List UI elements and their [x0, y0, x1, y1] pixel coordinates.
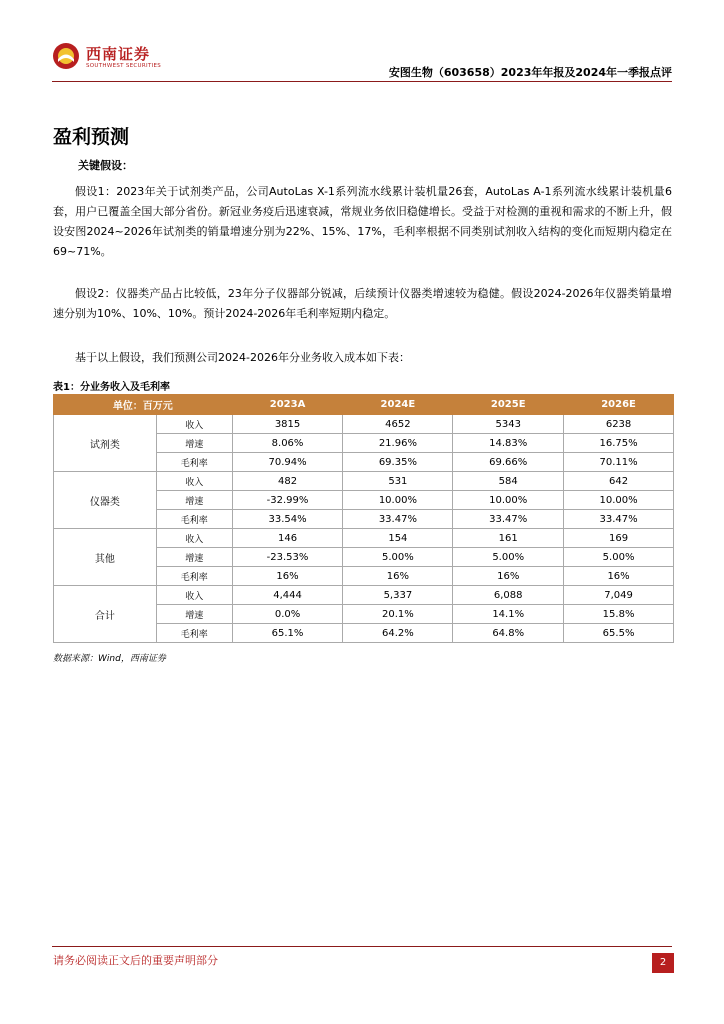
value-cell: 531 — [343, 472, 453, 491]
value-cell: 584 — [453, 472, 564, 491]
metric-cell: 增速 — [156, 548, 232, 567]
category-cell: 合计 — [54, 586, 157, 643]
unit-header: 单位：百万元 — [54, 395, 233, 415]
value-cell: 65.5% — [564, 624, 674, 643]
value-cell: 33.47% — [564, 510, 674, 529]
logo-emblem-icon — [52, 42, 80, 70]
metric-cell: 毛利率 — [156, 567, 232, 586]
year-header: 2025E — [453, 395, 564, 415]
value-cell: 642 — [564, 472, 674, 491]
value-cell: 64.2% — [343, 624, 453, 643]
value-cell: 5.00% — [343, 548, 453, 567]
metric-cell: 增速 — [156, 434, 232, 453]
table-row — [54, 586, 674, 605]
value-cell: 64.8% — [453, 624, 564, 643]
value-cell: 10.00% — [564, 491, 674, 510]
value-cell: 14.83% — [453, 434, 564, 453]
value-cell: 169 — [564, 529, 674, 548]
value-cell: 16% — [564, 567, 674, 586]
logo-english-name: SOUTHWEST SECURITIES — [86, 63, 162, 69]
header-divider — [52, 81, 672, 82]
metric-cell: 增速 — [156, 491, 232, 510]
value-cell: 146 — [232, 529, 343, 548]
footer-disclaimer: 请务必阅读正文后的重要声明部分 — [53, 954, 218, 967]
category-cell: 试剂类 — [54, 415, 157, 472]
category-cell: 其他 — [54, 529, 157, 586]
value-cell: 33.47% — [453, 510, 564, 529]
revenue-margin-table — [53, 394, 674, 643]
metric-cell: 毛利率 — [156, 453, 232, 472]
value-cell: 33.47% — [343, 510, 453, 529]
table-header-row — [54, 395, 674, 415]
value-cell: 10.00% — [453, 491, 564, 510]
value-cell: 15.8% — [564, 605, 674, 624]
year-header: 2024E — [343, 395, 453, 415]
value-cell: 5343 — [453, 415, 564, 434]
section-title: 盈利预测 — [53, 126, 130, 148]
value-cell: 6,088 — [453, 586, 564, 605]
value-cell: 4,444 — [232, 586, 343, 605]
value-cell: 20.1% — [343, 605, 453, 624]
value-cell: 0.0% — [232, 605, 343, 624]
metric-cell: 收入 — [156, 472, 232, 491]
assumption-1-paragraph: 假设1：2023年关于试剂类产品，公司AutoLas X-1系列流水线累计装机量26套，AutoLas A-1系列流水线累计装机量6套，用户已覆盖全国大部分省份。新冠业务疫后迅速衰减，常规业务依旧稳健增长。受益于对检测的重视和需求的不断上升，假设安图2024~2026年试剂类的销量增速分别为22%、15%、17%，毛利率根据不同类别试剂收入结构的变化而短期内稳定在69~71%。 — [53, 185, 672, 258]
forecast-intro-paragraph: 基于以上假设，我们预测公司2024-2026年分业务收入成本如下表： — [75, 351, 410, 364]
metric-cell: 增速 — [156, 605, 232, 624]
page-number: 2 — [652, 953, 674, 973]
value-cell: 7,049 — [564, 586, 674, 605]
assumption-2-paragraph: 假设2：仪器类产品占比较低，23年分子仪器部分锐减，后续预计仪器类增速较为稳健。假设2024-2026年仪器类销量增速分别为10%、10%、10%。预计2024-2026年毛利率短期内稳定。 — [53, 287, 672, 320]
value-cell: -32.99% — [232, 491, 343, 510]
value-cell: 16% — [343, 567, 453, 586]
category-cell: 仪器类 — [54, 472, 157, 529]
metric-cell: 收入 — [156, 415, 232, 434]
table-row — [54, 472, 674, 491]
value-cell: 14.1% — [453, 605, 564, 624]
value-cell: 6238 — [564, 415, 674, 434]
value-cell: 70.11% — [564, 453, 674, 472]
value-cell: 4652 — [343, 415, 453, 434]
footer-divider — [52, 946, 672, 947]
metric-cell: 毛利率 — [156, 510, 232, 529]
value-cell: 5.00% — [453, 548, 564, 567]
value-cell: 33.54% — [232, 510, 343, 529]
value-cell: 69.66% — [453, 453, 564, 472]
table-row — [54, 529, 674, 548]
logo-chinese-name: 西南证券 — [86, 45, 151, 63]
data-source-note: 数据来源：Wind，西南证券 — [53, 654, 166, 664]
metric-cell: 收入 — [156, 586, 232, 605]
value-cell: 161 — [453, 529, 564, 548]
value-cell: 5,337 — [343, 586, 453, 605]
value-cell: 16.75% — [564, 434, 674, 453]
metric-cell: 毛利率 — [156, 624, 232, 643]
table-caption: 表1：分业务收入及毛利率 — [53, 382, 170, 393]
key-assumptions-heading: 关键假设： — [78, 159, 133, 172]
value-cell: 21.96% — [343, 434, 453, 453]
value-cell: 65.1% — [232, 624, 343, 643]
value-cell: 10.00% — [343, 491, 453, 510]
value-cell: 69.35% — [343, 453, 453, 472]
report-title: 安图生物（603658）2023年年报及2024年一季报点评 — [388, 66, 672, 79]
value-cell: 16% — [453, 567, 564, 586]
year-header: 2023A — [232, 395, 343, 415]
company-logo — [52, 40, 162, 76]
table-row — [54, 415, 674, 434]
metric-cell: 收入 — [156, 529, 232, 548]
value-cell: 70.94% — [232, 453, 343, 472]
value-cell: 16% — [232, 567, 343, 586]
value-cell: 5.00% — [564, 548, 674, 567]
value-cell: 8.06% — [232, 434, 343, 453]
value-cell: 154 — [343, 529, 453, 548]
year-header: 2026E — [564, 395, 674, 415]
value-cell: -23.53% — [232, 548, 343, 567]
value-cell: 3815 — [232, 415, 343, 434]
value-cell: 482 — [232, 472, 343, 491]
